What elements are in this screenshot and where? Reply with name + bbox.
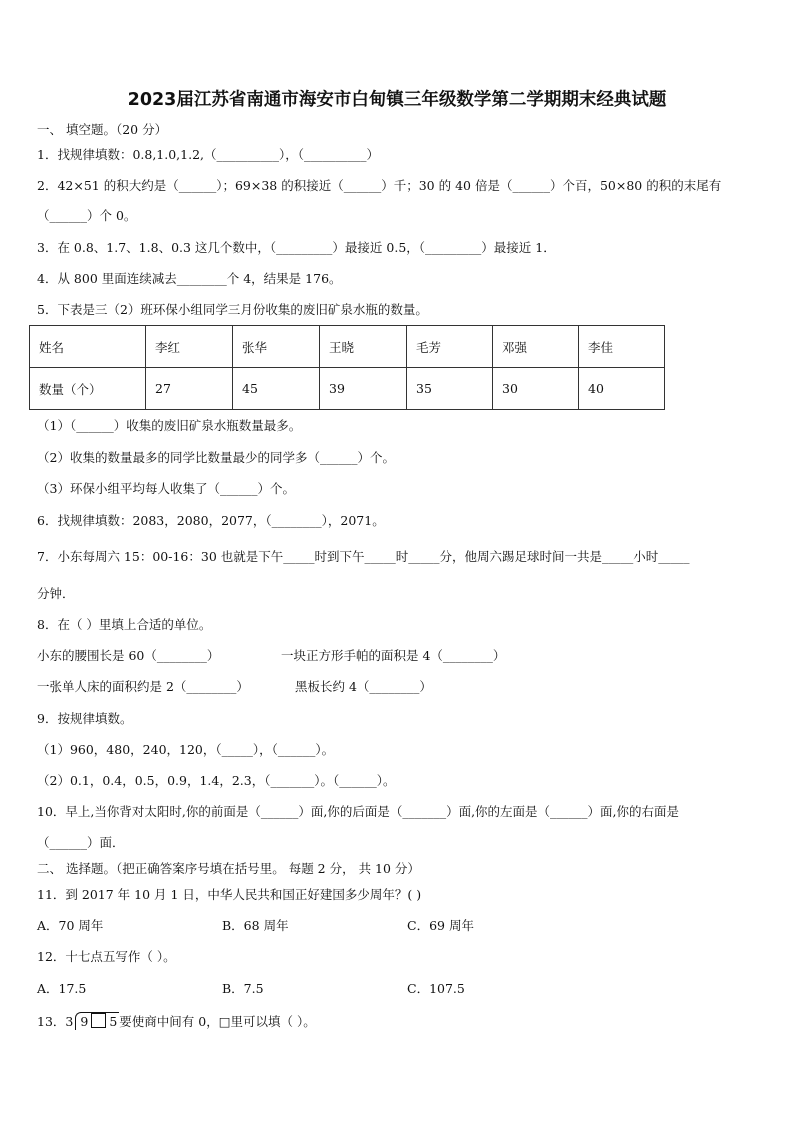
- table-cell: 27: [146, 368, 233, 410]
- table-cell: 40: [579, 368, 665, 410]
- question-5-part-1: （1）（______）收集的废旧矿泉水瓶数量最多。: [37, 418, 302, 433]
- table-cell: 张华: [233, 326, 320, 368]
- question-13-number: 13．: [37, 1014, 66, 1029]
- table-cell: 毛芳: [407, 326, 493, 368]
- question-11-option-b: B．68 周年: [222, 918, 289, 933]
- question-2-line-2: （______）个 0。: [37, 208, 137, 223]
- question-5-part-3: （3）环保小组平均每人收集了（______）个。: [37, 481, 295, 496]
- table-cell: 王晓: [320, 326, 407, 368]
- table-cell: 姓名: [30, 326, 146, 368]
- question-7-line-2: 分钟．: [37, 586, 75, 601]
- question-5-part-2: （2）收集的数量最多的同学比数量最少的同学多（______）个。: [37, 450, 395, 465]
- page-title: 2023届江苏省南通市海安市白甸镇三年级数学第二学期期末经典试题: [127, 90, 667, 110]
- bottle-count-table: [29, 325, 665, 410]
- table-cell: 李佳: [579, 326, 665, 368]
- question-3: 3．在 0.8、1.7、1.8、0.3 这几个数中，（_________）最接近 0.5，（_________）最接近 1．: [37, 240, 556, 255]
- table-cell: 39: [320, 368, 407, 410]
- question-8-item-a: 小东的腰围长是 60（________）: [37, 648, 220, 663]
- question-6: 6．找规律填数：2083，2080，2077，（________），2071。: [37, 513, 385, 528]
- question-12-option-c: C．107.5: [407, 981, 465, 996]
- question-2-line-1: 2．42×51 的积大约是（______）；69×38 的积接近（______）千；30 的 40 倍是（______）个百，50×80 的积的末尾有: [37, 178, 722, 193]
- table-row: [30, 368, 665, 410]
- question-8: 8．在（ ）里填上合适的单位。: [37, 617, 212, 632]
- question-11-option-a: A．70 周年: [37, 918, 104, 933]
- long-division-dividend: [75, 1012, 119, 1030]
- question-4: 4．从 800 里面连续减去________个 4，结果是 176。: [37, 271, 342, 286]
- question-12-option-b: B．7.5: [222, 981, 264, 996]
- question-9-part-2: （2）0.1，0.4，0.5，0.9，1.4，2.3，（_______）。（______）。: [37, 773, 396, 788]
- table-cell: 数量（个）: [30, 368, 146, 410]
- table-cell: 邓强: [493, 326, 579, 368]
- table-cell: 45: [233, 368, 320, 410]
- question-8-item-c: 一张单人床的面积约是 2（________）: [37, 679, 249, 694]
- table-cell: 李红: [146, 326, 233, 368]
- question-7-line-1: 7．小东每周六 15：00-16：30 也就是下午_____时到下午_____时_____分，他周六踢足球时间一共是_____小时_____: [37, 549, 690, 564]
- blank-box-icon: [91, 1013, 106, 1028]
- table-cell: 35: [407, 368, 493, 410]
- section-2-heading: 二、 选择题。（把正确答案序号填在括号里。 每题 2 分， 共 10 分）: [37, 861, 420, 876]
- question-11-option-c: C．69 周年: [407, 918, 474, 933]
- dividend-digit-1: 9: [80, 1014, 89, 1029]
- question-12: 12．十七点五写作（ ）。: [37, 949, 176, 964]
- question-9-part-1: （1）960，480，240，120，（_____），（______）。: [37, 742, 335, 757]
- question-12-option-a: A．17.5: [37, 981, 87, 996]
- question-8-item-b: 一块正方形手帕的面积是 4（________）: [281, 648, 506, 663]
- section-1-heading: 一、 填空题。（20 分）: [37, 122, 168, 137]
- question-13-text: 要使商中间有 0，□里可以填（ ）。: [119, 1014, 316, 1029]
- table-cell: 30: [493, 368, 579, 410]
- question-9: 9．按规律填数。: [37, 711, 133, 726]
- question-1: 1．找规律填数：0.8,1.0,1.2,（__________），（__________）: [37, 147, 380, 162]
- question-5: 5．下表是三（2）班环保小组同学三月份收集的废旧矿泉水瓶的数量。: [37, 302, 428, 317]
- table-row: [30, 326, 665, 368]
- question-10-line-1: 10．早上,当你背对太阳时,你的前面是（______）面,你的后面是（_______）面,你的左面是（______）面,你的右面是: [37, 804, 680, 819]
- question-13: [37, 1012, 316, 1030]
- long-division-divisor: 3: [65, 1014, 74, 1029]
- question-11: 11．到 2017 年 10 月 1 日，中华人民共和国正好建国多少周年？( ): [37, 887, 422, 902]
- dividend-digit-2: 5: [109, 1014, 118, 1029]
- question-10-line-2: （______）面．: [37, 835, 125, 850]
- question-8-item-d: 黑板长约 4（________）: [295, 679, 432, 694]
